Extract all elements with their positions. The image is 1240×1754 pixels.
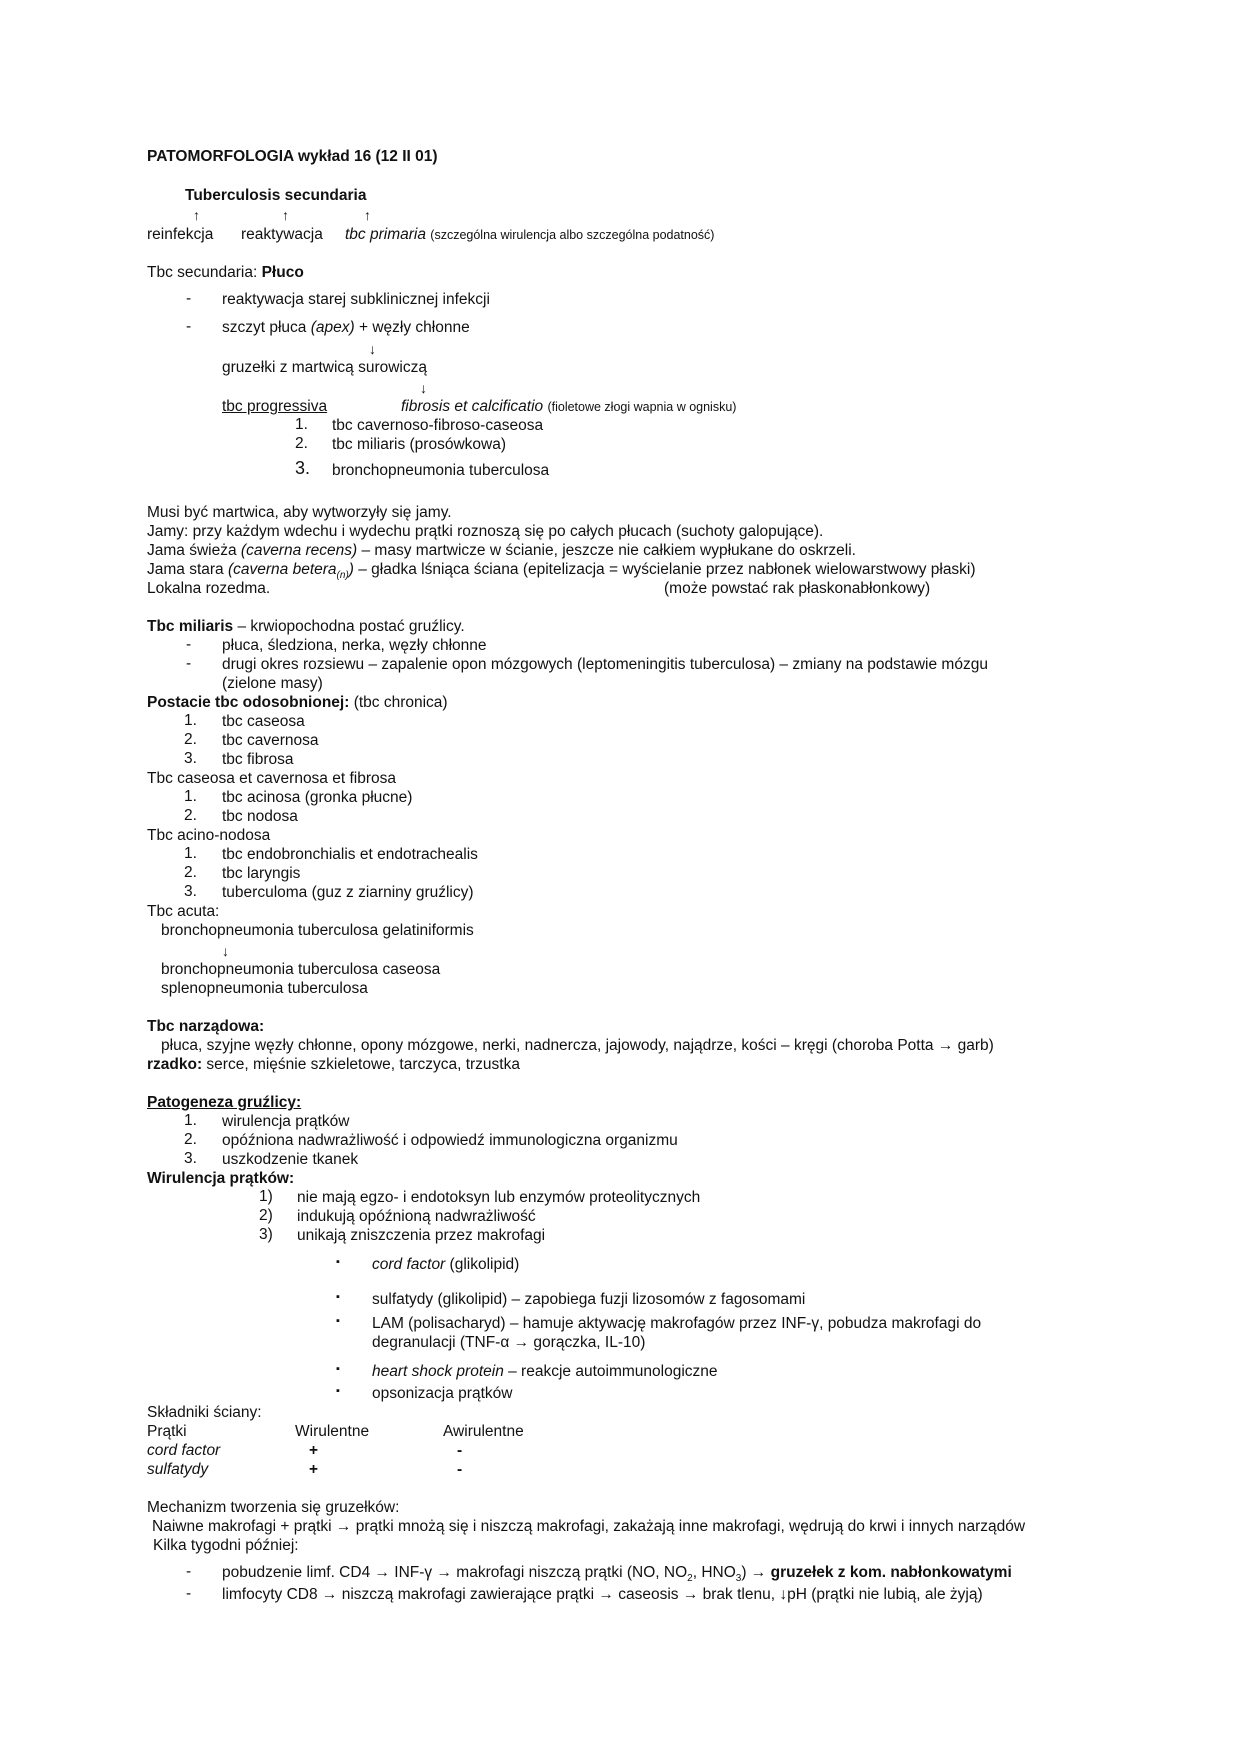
wirulencja-heading: Wirulencja prątków: [147, 1170, 295, 1187]
odosob-list1-item: tbc caseosa [222, 713, 305, 730]
pluco-item-1: reaktywacja starej subklinicznej infekcji [222, 291, 490, 308]
list-number: 1. [184, 788, 197, 805]
down-arrow-icon: ↓ [369, 341, 376, 357]
table-cell-awir: - [457, 1461, 463, 1478]
table-row-name: sulfatydy [147, 1461, 209, 1478]
jamy-line-2: Jamy: przy każdym wdechu i wydechu prątki roznoszą się po całych płucach (suchoty galopujące). [147, 523, 824, 540]
bullet-item-cord-factor: cord factor (glikolipid) [372, 1256, 520, 1273]
gruzelki-line: gruzełki z martwicą surowiczą [222, 359, 427, 376]
list-number: 2. [295, 435, 308, 452]
patogeneza-item: uszkodzenie tkanek [222, 1151, 359, 1168]
odosob-list2-item: tbc nodosa [222, 808, 298, 825]
reinfekcja-label: reinfekcja [147, 226, 214, 243]
odosob-list1-item: tbc cavernosa [222, 732, 319, 749]
odosobnionej-heading: Postacie tbc odosobnionej: (tbc chronica) [147, 694, 448, 711]
list-number: 1. [184, 1112, 197, 1129]
table-header-awirulentne: Awirulentne [443, 1423, 524, 1440]
tbc-progressiva: tbc progressiva [222, 398, 328, 415]
patogeneza-item: wirulencja prątków [222, 1113, 350, 1130]
table-row-name: cord factor [147, 1442, 221, 1459]
acuta-line-2: bronchopneumonia tuberculosa caseosa [161, 961, 441, 978]
dash-bullet: - [186, 636, 192, 653]
down-arrow-icon: ↓ [420, 380, 427, 396]
tbc-primaria-note: (szczególna wirulencja albo szczególna podatność) [430, 228, 715, 242]
table-header-wirulentne: Wirulentne [295, 1423, 370, 1440]
wirulencja-item: unikają zniszczenia przez makrofagi [297, 1227, 546, 1244]
pluco-label: Tbc secundaria: [147, 264, 262, 281]
sciana-heading: Składniki ściany: [147, 1404, 262, 1421]
list-number: 1) [259, 1188, 273, 1205]
tbc-primaria-label: tbc primaria [345, 226, 426, 243]
list-number: 2) [259, 1207, 273, 1224]
up-arrow-icon: ↑ [282, 207, 289, 223]
list-number: 3) [259, 1226, 273, 1243]
list-number: 1. [295, 416, 308, 433]
square-bullet-icon: ▪ [336, 1291, 340, 1303]
table-cell-wir: + [309, 1442, 319, 1459]
bullet-item-hsp: heart shock protein – reakcje autoimmunologiczne [372, 1363, 718, 1380]
tbc-primaria-line [345, 225, 714, 245]
list-number: 2. [184, 1131, 197, 1148]
list-number: 2. [184, 864, 197, 881]
jamy-line-3: Jama świeża (caverna recens) – masy martwicze w ścianie, jeszcze nie całkiem wypłukane do oskrzeli. [147, 542, 856, 559]
bullet-item-opsonizacja: opsonizacja prątków [372, 1385, 513, 1402]
jamy-line-5a: Lokalna rozedma. [147, 580, 271, 597]
odosob-list3-item: tbc endobronchialis et endotrachealis [222, 846, 478, 863]
pluco-label-bold: Płuco [261, 264, 304, 281]
wirulencja-item: nie mają egzo- i endotoksyn lub enzymów proteolitycznych [297, 1189, 701, 1206]
bullet-item-lam-cont: degranulacji (TNF-α → gorączka, IL-10) [372, 1334, 646, 1351]
odosob-list2-item: tbc acinosa (gronka płucne) [222, 789, 413, 806]
narzadowa-heading: Tbc narządowa: [147, 1018, 265, 1035]
up-arrow-icon: ↑ [193, 207, 200, 223]
pluco-list-item: tbc miliaris (prosówkowa) [332, 436, 506, 453]
square-bullet-icon: ▪ [336, 1256, 340, 1268]
miliaris-heading: Tbc miliaris – krwiopochodna postać gruźlicy. [147, 618, 465, 635]
odosob-list1-item: tbc fibrosa [222, 751, 294, 768]
table-cell-awir: - [457, 1442, 463, 1459]
page-title: PATOMORFOLOGIA wykład 16 (12 II 01) [147, 148, 438, 165]
table-header-pratki: Prątki [147, 1423, 187, 1440]
narzadowa-line-1: płuca, szyjne węzły chłonne, opony mózgowe, nerki, nadnercza, jajowody, najądrze, kości – kręgi (choroba Potta → garb) [161, 1037, 994, 1054]
fibrosis-line: fibrosis et calcificatio (fioletowe złogi wapnia w ognisku) [401, 398, 737, 415]
square-bullet-icon: ▪ [336, 1363, 340, 1375]
pluco-item-2: szczyt płuca (apex) + węzły chłonne [222, 319, 470, 336]
wirulencja-item: indukują opóźnioną nadwrażliwość [297, 1208, 536, 1225]
list-number: 3. [295, 458, 311, 478]
list-number: 2. [184, 807, 197, 824]
jamy-line-5b: (może powstać rak płaskonabłonkowy) [664, 580, 931, 597]
pluco-list-item: tbc cavernoso-fibroso-caseosa [332, 417, 544, 434]
pluco-heading [147, 263, 304, 282]
tbc-acuta-heading: Tbc acuta: [147, 903, 220, 920]
pluco-list-item: bronchopneumonia tuberculosa [332, 462, 550, 479]
odosob-list3-item: tbc laryngis [222, 865, 301, 882]
odosob-sub-2: Tbc acino-nodosa [147, 827, 271, 844]
down-arrow-icon: ↓ [222, 943, 229, 959]
dash-bullet: - [186, 1585, 192, 1602]
patogeneza-item: opóźniona nadwrażliwość i odpowiedź immunologiczna organizmu [222, 1132, 678, 1149]
narzadowa-line-2: rzadko: serce, mięśnie szkieletowe, tarczyca, trzustka [147, 1056, 520, 1073]
dash-bullet: - [186, 290, 192, 307]
list-number: 1. [184, 712, 197, 729]
odosob-list3-item: tuberculoma (guz z ziarniny gruźlicy) [222, 884, 474, 901]
list-number: 2. [184, 731, 197, 748]
acuta-line-3: splenopneumonia tuberculosa [161, 980, 368, 997]
dash-bullet: - [186, 318, 192, 335]
mechanizm-heading: Mechanizm tworzenia się gruzełków: [147, 1499, 400, 1516]
list-number: 3. [184, 750, 197, 767]
reaktywacja-label: reaktywacja [241, 226, 323, 243]
jamy-line-1: Musi być martwica, aby wytworzyły się jamy. [147, 504, 452, 521]
mechanizm-dash-1: pobudzenie limf. CD4 → INF-γ → makrofagi niszczą prątki (NO, $NO_2$, $HNO_3$) → gruzełek z kom. nabłonkowatymi [222, 1564, 1012, 1585]
bullet-item-lam: LAM (polisacharyd) – hamuje aktywację makrofagów przez INF-γ, pobudza makrofagi do [372, 1315, 982, 1332]
dash-bullet: - [186, 655, 192, 672]
square-bullet-icon: ▪ [336, 1385, 340, 1397]
miliaris-item-2: drugi okres rozsiewu – zapalenie opon mózgowych (leptomeningitis tuberculosa) – zmiany na podstawie mózgu [222, 656, 988, 673]
dash-bullet: - [186, 1563, 192, 1580]
acuta-line-1: bronchopneumonia tuberculosa gelatiniformis [161, 922, 474, 939]
tbc-secundaria-heading: Tuberculosis secundaria [185, 187, 367, 204]
bullet-item-sulfatydy: sulfatydy (glikolipid) – zapobiega fuzji lizosomów z fagosomami [372, 1291, 806, 1308]
miliaris-item-1: płuca, śledziona, nerka, węzły chłonne [222, 637, 487, 654]
patogeneza-heading: Patogeneza gruźlicy: [147, 1094, 302, 1111]
miliaris-item-2-cont: (zielone masy) [222, 675, 323, 692]
mechanizm-dash-2: limfocyty CD8 → niszczą makrofagi zawierające prątki → caseosis → brak tlenu, ↓pH (prątki nie lubią, ale żyją) [222, 1586, 983, 1603]
mechanizm-line-1: Naiwne makrofagi + prątki → prątki mnożą się i niszczą makrofagi, zakażają inne makrofagi, wędrują do krwi i innych narządów [152, 1518, 1026, 1535]
odosob-sub-1: Tbc caseosa et cavernosa et fibrosa [147, 770, 396, 787]
jamy-line-4: Jama stara (caverna betera$_{(n)}$) – gładka lśniąca ściana (epitelizacja = wyścielanie przez nabłonek wielowarstwowy płaski) [147, 561, 976, 582]
up-arrow-icon: ↑ [364, 207, 371, 223]
square-bullet-icon: ▪ [336, 1315, 340, 1327]
list-number: 1. [184, 845, 197, 862]
list-number: 3. [184, 883, 197, 900]
list-number: 3. [184, 1150, 197, 1167]
mechanizm-line-2: Kilka tygodni później: [153, 1537, 299, 1554]
table-cell-wir: + [309, 1461, 319, 1478]
